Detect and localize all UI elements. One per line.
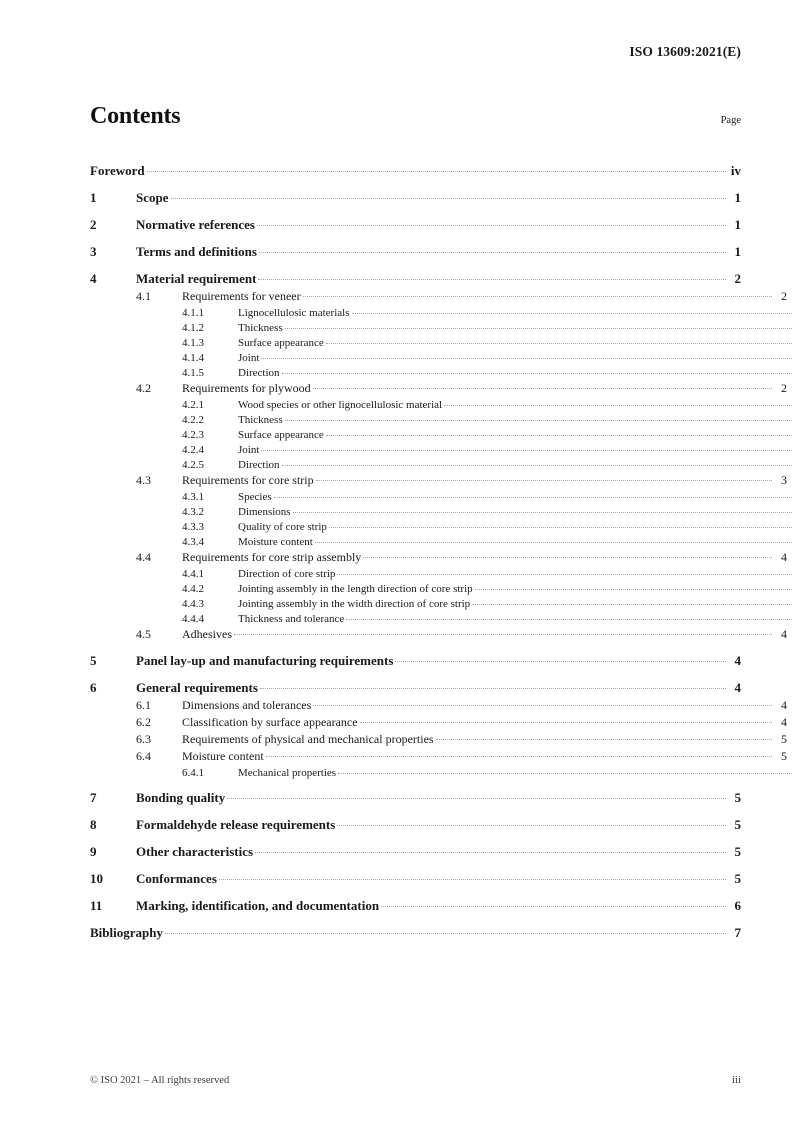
toc-dot-leader (261, 350, 793, 361)
toc-entry[interactable] (90, 697, 787, 713)
toc-entry[interactable] (90, 566, 793, 580)
toc-entry-page-number: 5 (781, 749, 787, 763)
toc-entry[interactable] (90, 335, 793, 349)
toc-entry-page-number: 4 (781, 627, 787, 641)
toc-entry[interactable] (90, 397, 793, 411)
toc-dot-leader (381, 897, 726, 910)
toc-dot-leader (234, 626, 772, 638)
toc-dot-leader (219, 870, 726, 883)
toc-entry-number: 8 (90, 817, 97, 832)
toc-entry-number: 4.3.3 (182, 521, 204, 533)
toc-dot-leader (444, 397, 793, 408)
toc-entry[interactable] (90, 189, 741, 206)
toc-entry-number: 4.4.2 (182, 583, 204, 595)
toc-entry-label: Classification by surface appearance (182, 715, 358, 729)
toc-entry[interactable] (90, 288, 787, 304)
toc-entry[interactable] (90, 870, 741, 887)
toc-dot-leader (395, 652, 726, 665)
toc-entry[interactable] (90, 489, 793, 503)
toc-entry-number: 3 (90, 244, 97, 259)
toc-entry-number: 6.3 (136, 732, 151, 746)
toc-entry-number: 4.1.5 (182, 367, 204, 379)
toc-entry-page-number: 5 (734, 844, 741, 859)
toc-entry-label: Normative references (136, 217, 255, 232)
toc-dot-leader (255, 843, 726, 856)
toc-entry-page-number: 4 (781, 715, 787, 729)
toc-entry-label: Foreword (90, 163, 145, 178)
toc-entry[interactable] (90, 457, 793, 471)
toc-entry-label: Dimensions (238, 506, 291, 518)
toc-entry[interactable] (90, 581, 793, 595)
toc-entry-label: Direction (238, 459, 280, 471)
toc-entry[interactable] (90, 596, 793, 610)
toc-entry[interactable] (90, 765, 793, 779)
toc-entry-label: Bonding quality (136, 790, 226, 805)
toc-dot-leader (259, 243, 726, 256)
page-column-header: Page (720, 115, 741, 126)
toc-entry[interactable] (90, 714, 787, 730)
toc-entry-label: Mechanical properties (238, 767, 337, 779)
toc-entry-label: Thickness (238, 414, 283, 426)
toc-entry-label: Joint (238, 352, 260, 364)
toc-dot-leader (326, 335, 793, 346)
toc-dot-leader (261, 442, 793, 453)
toc-dot-leader (326, 427, 793, 438)
toc-entry-number: 4.1 (136, 289, 151, 303)
toc-entry[interactable] (90, 679, 741, 696)
toc-dot-leader (227, 789, 726, 802)
toc-entry-number: 6.1 (136, 698, 151, 712)
toc-entry-page-number: 4 (734, 680, 741, 695)
contents-heading-block (90, 104, 741, 128)
toc-entry-number: 4.4.3 (182, 598, 204, 610)
toc-entry-number: 4.1.3 (182, 337, 204, 349)
toc-entry-number: 1 (90, 190, 97, 205)
toc-entry-label: Moisture content (238, 536, 313, 548)
toc-entry-page-number: 4 (781, 698, 787, 712)
toc-entry[interactable] (90, 365, 793, 379)
toc-entry-number: 4.1.2 (182, 322, 204, 334)
toc-entry-label: Direction of core strip (238, 568, 336, 580)
toc-dot-leader (171, 189, 727, 202)
toc-entry-number: 4.4.4 (182, 613, 204, 625)
toc-entry-label: Panel lay-up and manufacturing requirements (136, 653, 394, 668)
toc-dot-leader (346, 611, 793, 622)
toc-dot-leader (316, 472, 772, 484)
toc-dot-leader (257, 216, 726, 229)
toc-entry[interactable] (90, 789, 741, 806)
toc-entry-number: 10 (90, 871, 103, 886)
toc-entry-number: 4.3 (136, 473, 151, 487)
toc-entry-label: Requirements for core strip (182, 473, 314, 487)
toc-dot-leader (313, 697, 772, 709)
document-footer (90, 1074, 741, 1086)
toc-dot-leader (293, 504, 793, 515)
toc-entry-page-number: 7 (734, 925, 741, 940)
toc-entry-page-number: 3 (781, 473, 787, 487)
toc-entry-number: 11 (90, 898, 103, 913)
toc-entry-label: Moisture content (182, 749, 264, 763)
toc-entry-label: Requirements for veneer (182, 289, 301, 303)
toc-entry-number: 7 (90, 790, 97, 805)
toc-entry[interactable] (90, 924, 741, 941)
toc-entry[interactable] (90, 611, 793, 625)
toc-entry[interactable] (90, 534, 793, 548)
toc-entry-page-number: 5 (734, 790, 741, 805)
toc-entry-page-number: 5 (781, 732, 787, 746)
toc-dot-leader (315, 534, 793, 545)
toc-entry-number: 4.5 (136, 627, 151, 641)
toc-entry[interactable] (90, 748, 787, 764)
toc-dot-leader (472, 596, 793, 607)
toc-entry-label: Other characteristics (136, 844, 254, 859)
toc-entry-page-number: 4 (734, 653, 741, 668)
toc-entry-label: Requirements for core strip assembly (182, 550, 362, 564)
toc-dot-leader (352, 305, 793, 316)
toc-entry-number: 4.2.4 (182, 444, 204, 456)
toc-entry-page-number: 6 (734, 898, 741, 913)
toc-entry-page-number: 2 (734, 271, 741, 286)
table-of-contents (90, 152, 787, 941)
toc-entry-number: 4.1.4 (182, 352, 204, 364)
toc-entry-page-number: 1 (734, 190, 741, 205)
toc-entry[interactable] (90, 519, 793, 533)
toc-entry-page-number: iv (730, 163, 741, 178)
toc-entry[interactable] (90, 731, 787, 747)
toc-entry-label: Lignocellulosic materials (238, 307, 350, 319)
toc-entry[interactable] (90, 504, 793, 518)
toc-entry-label: Joint (238, 444, 260, 456)
toc-entry-number: 4.3.4 (182, 536, 204, 548)
toc-dot-leader (360, 714, 772, 726)
toc-entry-page-number: 5 (734, 871, 741, 886)
toc-entry[interactable] (90, 243, 741, 260)
toc-entry-label: Thickness and tolerance (238, 613, 345, 625)
toc-dot-leader (258, 270, 726, 283)
footer-page-number: iii (731, 1074, 741, 1086)
toc-dot-leader (282, 457, 793, 468)
toc-entry-label: Material requirement (136, 271, 257, 286)
toc-dot-leader (329, 519, 793, 530)
toc-entry-number: 4.3.1 (182, 491, 204, 503)
toc-dot-leader (337, 816, 726, 829)
toc-entry-number: 6.4 (136, 749, 151, 763)
toc-entry-label: Adhesives (182, 627, 232, 641)
toc-entry-page-number: 5 (734, 817, 741, 832)
page-title: Contents (90, 103, 181, 129)
toc-dot-leader (337, 566, 793, 577)
toc-entry-number: 4.2.2 (182, 414, 204, 426)
toc-entry-label: Wood species or other lignocellulosic material (238, 399, 443, 411)
copyright-notice: © ISO 2021 – All rights reserved (90, 1075, 230, 1086)
toc-dot-leader (313, 380, 772, 392)
toc-dot-leader (285, 412, 793, 423)
toc-entry[interactable] (90, 412, 793, 426)
toc-dot-leader (285, 320, 793, 331)
toc-entry[interactable] (90, 216, 741, 233)
toc-entry-label: Thickness (238, 322, 283, 334)
toc-entry-number: 4.4.1 (182, 568, 204, 580)
toc-entry[interactable] (90, 320, 793, 334)
toc-dot-leader (274, 489, 793, 500)
toc-entry-label: Jointing assembly in the length direction of core strip (238, 583, 473, 595)
toc-entry-label: General requirements (136, 680, 258, 695)
toc-entry[interactable] (90, 442, 793, 456)
toc-dot-leader (266, 748, 772, 760)
toc-dot-leader (282, 365, 793, 376)
toc-entry-label: Requirements of physical and mechanical properties (182, 732, 434, 746)
toc-entry-label: Surface appearance (238, 429, 324, 441)
toc-entry-number: 4 (90, 271, 97, 286)
toc-entry[interactable] (90, 843, 741, 860)
toc-entry-number: 4.2 (136, 381, 151, 395)
toc-dot-leader (436, 731, 772, 743)
toc-entry[interactable] (90, 162, 741, 179)
toc-entry[interactable] (90, 380, 787, 396)
toc-entry-number: 4.2.3 (182, 429, 204, 441)
toc-entry-label: Requirements for plywood (182, 381, 311, 395)
toc-entry-label: Direction (238, 367, 280, 379)
toc-entry-number: 6.4.1 (182, 767, 204, 779)
toc-entry[interactable] (90, 350, 793, 364)
toc-entry[interactable] (90, 270, 741, 287)
toc-entry-label: Quality of core strip (238, 521, 327, 533)
toc-entry-label: Species (238, 491, 272, 503)
toc-entry-number: 4.2.5 (182, 459, 204, 471)
toc-entry-label: Surface appearance (238, 337, 324, 349)
toc-entry-page-number: 2 (781, 289, 787, 303)
toc-entry-label: Formaldehyde release requirements (136, 817, 336, 832)
toc-entry-label: Dimensions and tolerances (182, 698, 312, 712)
toc-entry-label: Jointing assembly in the width direction of core strip (238, 598, 471, 610)
toc-entry[interactable] (90, 652, 741, 669)
toc-entry[interactable] (90, 472, 787, 488)
toc-entry-page-number: 4 (781, 550, 787, 564)
toc-entry-number: 4.1.1 (182, 307, 204, 319)
toc-dot-leader (260, 679, 726, 692)
toc-entry[interactable] (90, 549, 787, 565)
toc-entry-number: 5 (90, 653, 97, 668)
toc-dot-leader (303, 288, 772, 300)
toc-entry-label: Bibliography (90, 925, 163, 940)
toc-entry-label: Conformances (136, 871, 217, 886)
toc-entry[interactable] (90, 816, 741, 833)
toc-entry-page-number: 1 (734, 244, 741, 259)
toc-entry-number: 9 (90, 844, 97, 859)
toc-entry[interactable] (90, 897, 741, 914)
toc-entry-number: 4.4 (136, 550, 151, 564)
toc-entry-number: 2 (90, 217, 97, 232)
toc-entry-page-number: 2 (781, 381, 787, 395)
toc-entry-label: Scope (136, 190, 169, 205)
toc-entry-label: Marking, identification, and documentation (136, 898, 380, 913)
toc-entry-label: Terms and definitions (136, 244, 257, 259)
toc-entry-number: 6 (90, 680, 97, 695)
document-header-standard-reference: ISO 13609:2021(E) (629, 44, 741, 59)
toc-dot-leader (338, 765, 793, 776)
toc-entry-number: 4.3.2 (182, 506, 204, 518)
toc-dot-leader (475, 581, 793, 592)
toc-entry-page-number: 1 (734, 217, 741, 232)
toc-dot-leader (165, 924, 726, 937)
toc-entry-number: 6.2 (136, 715, 151, 729)
toc-dot-leader (147, 162, 726, 175)
toc-entry[interactable] (90, 427, 793, 441)
toc-dot-leader (363, 549, 772, 561)
toc-entry[interactable] (90, 626, 787, 642)
toc-entry[interactable] (90, 305, 793, 319)
toc-entry-number: 4.2.1 (182, 399, 204, 411)
